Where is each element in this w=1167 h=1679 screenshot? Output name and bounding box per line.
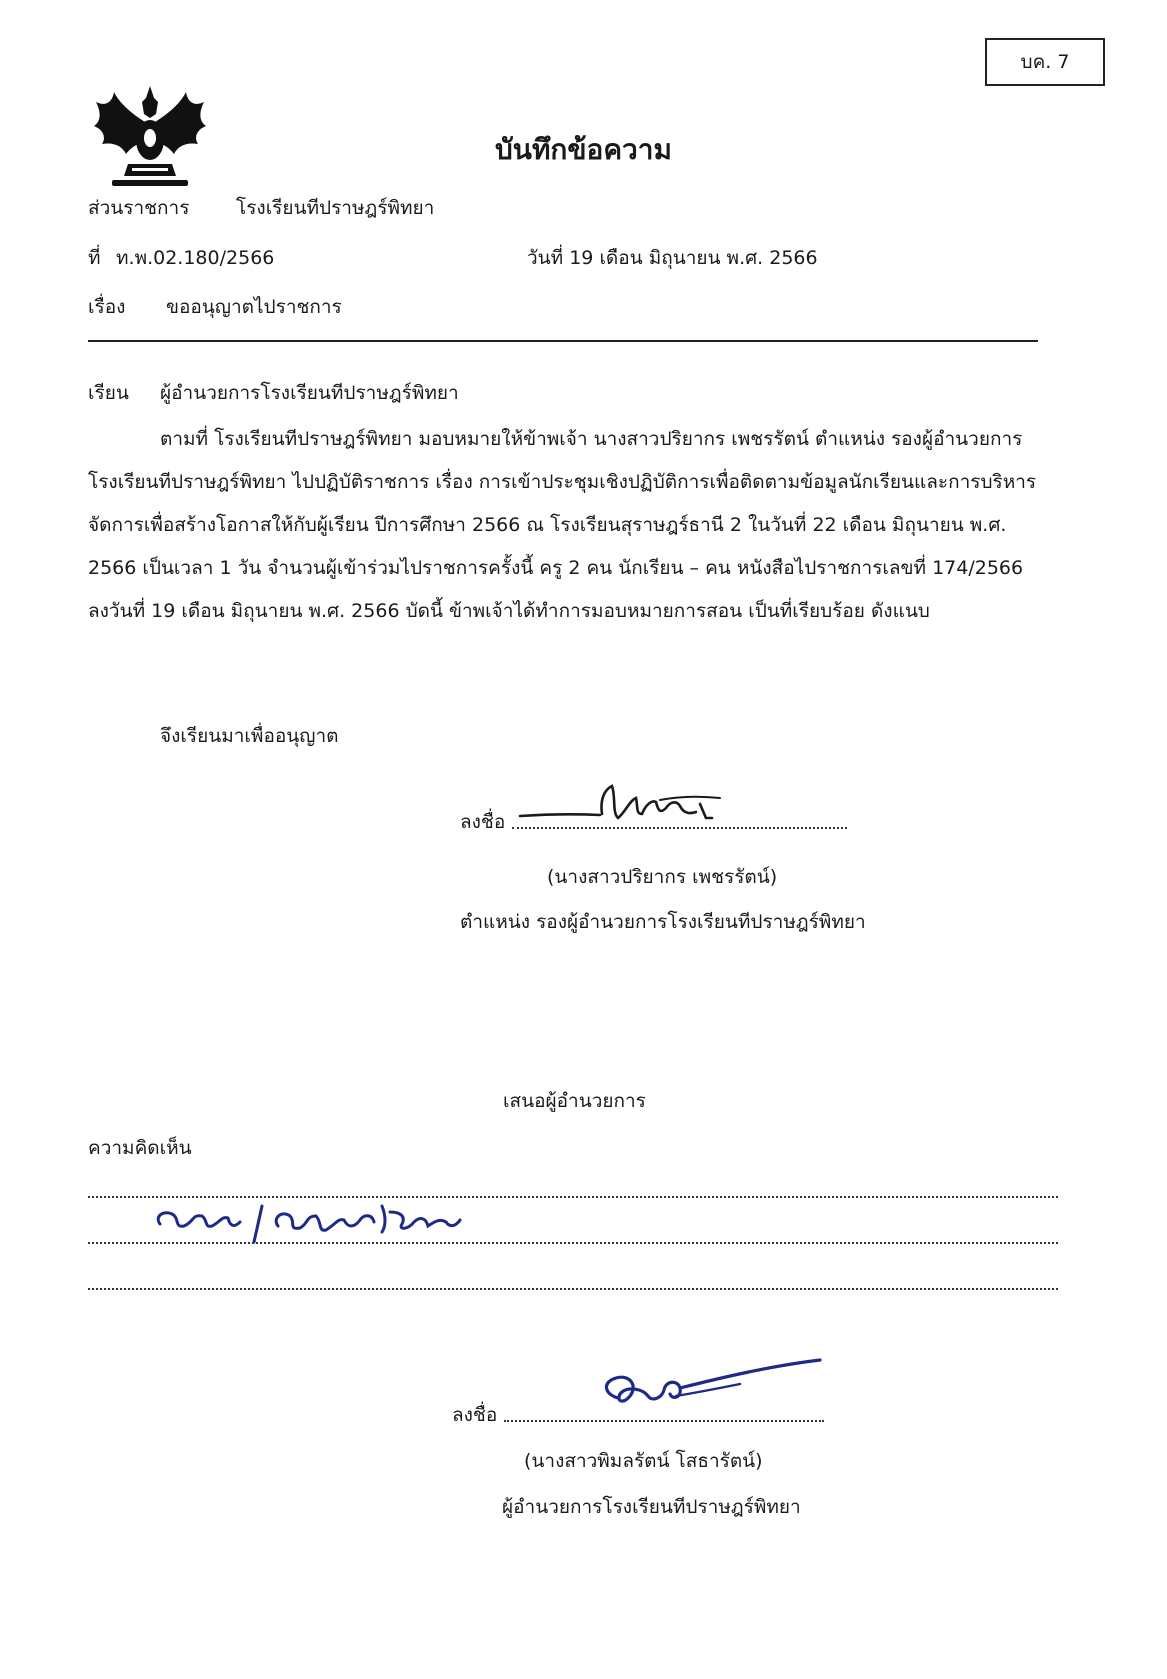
form-code-box (985, 38, 1105, 86)
signature2-name: (นางสาวพิมลรัตน์ โสธารัตน์) (524, 1450, 763, 1472)
agency-label: ส่วนราชการ (88, 197, 190, 219)
document-title: บันทึกข้อความ (495, 133, 672, 166)
forward-note: เสนอผู้อำนวยการ (503, 1090, 646, 1112)
salutation-label: เรียน (88, 382, 129, 404)
opinion-line-3 (88, 1288, 1058, 1290)
header-divider (88, 340, 1038, 342)
body-text: ตามที่ โรงเรียนทีปราษฎร์พิทยา มอบหมายให้ข้าพเจ้า นางสาวปริยากร เพชรรัตน์ ตำแหน่ง รองผู้อำนวยการโรงเรียนทีปราษฎร์พิทยา ไปปฏิบัติราชการ เรื่อง การเข้าประชุมเชิงปฏิบัติการเพื่อติดตามข้อมูลนักเรียนและการบริหารจัดการเพื่อสร้างโอกาสให้กับผู้เรียน ปีการศึกษา 2566 ณ โรงเรียนสุราษฎร์ธานี 2 ในวันที่ 22 เดือน มิถุนายน พ.ศ. 2566 เป็นเวลา 1 วัน จำนวนผู้เข้าร่วมไปราชการครั้งนี้ ครู 2 คน นักเรียน – คน หนังสือไปราชการเลขที่ 174/2566 ลงวันที่ 19 เดือน มิถุนายน พ.ศ. 2566 บัดนี้ ข้าพเจ้าได้ทำการมอบหมายการสอน เป็นที่เรียบร้อย ดังแนบ (88, 428, 1037, 622)
signature1-position: ตำแหน่ง รองผู้อำนวยการโรงเรียนทีปราษฎร์พิทยา (460, 911, 866, 933)
body-paragraph (88, 418, 1038, 633)
closing-text: จึงเรียนมาเพื่ออนุญาต (160, 725, 339, 747)
signature1-name: (นางสาวปริยากร เพชรรัตน์) (547, 866, 778, 888)
agency-value: โรงเรียนทีปราษฎร์พิทยา (236, 197, 435, 219)
signature1-label: ลงชื่อ (460, 811, 506, 833)
ref-label: ที่ (88, 247, 101, 269)
subject-label: เรื่อง (88, 296, 126, 318)
salutation-value: ผู้อำนวยการโรงเรียนทีปราษฎร์พิทยา (160, 382, 459, 404)
form-code: บค. 7 (1020, 51, 1070, 73)
document-date: วันที่ 19 เดือน มิถุนายน พ.ศ. 2566 (527, 247, 818, 269)
signature2-label: ลงชื่อ (452, 1404, 498, 1426)
subject-value: ขออนุญาตไปราชการ (166, 296, 342, 318)
signature1-handwriting-icon (520, 778, 750, 838)
ref-value: ท.พ.02.180/2566 (116, 247, 275, 269)
signature2-position: ผู้อำนวยการโรงเรียนทีปราษฎร์พิทยา (502, 1496, 801, 1518)
signature2-handwriting-icon (590, 1358, 830, 1428)
opinion-label: ความคิดเห็น (88, 1137, 192, 1159)
opinion-handwriting-icon (150, 1192, 510, 1252)
